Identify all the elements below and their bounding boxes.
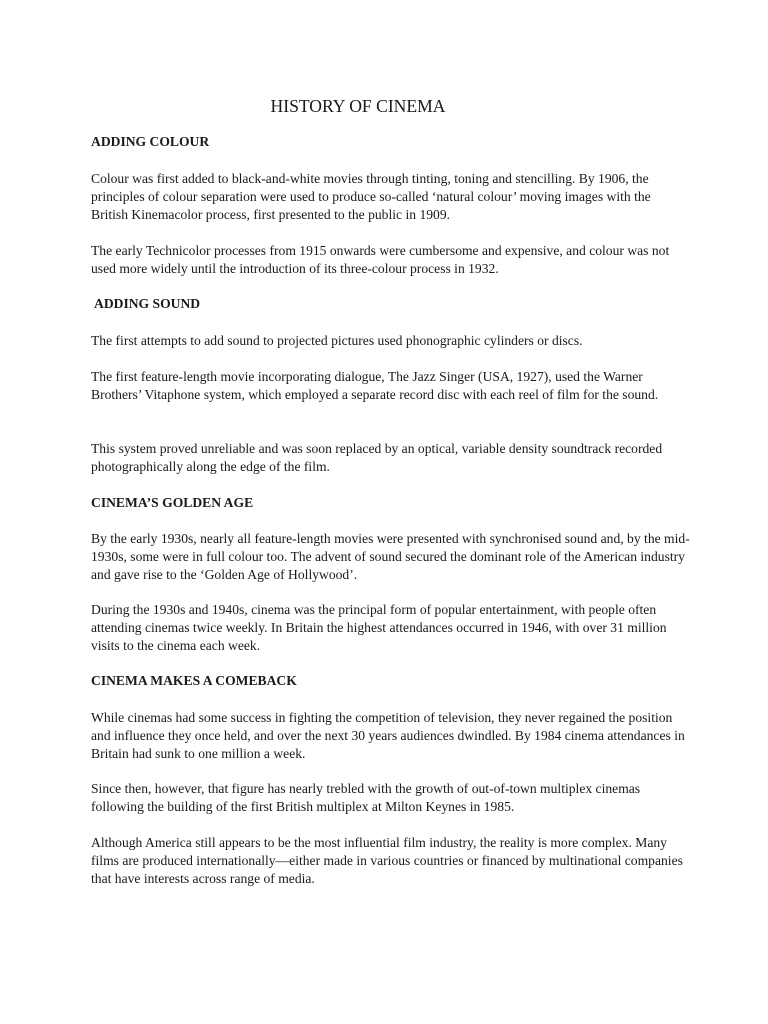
paragraph: Since then, however, that figure has nearly trebled with the growth of out-of-town multiplex cinemas following the building of the first British multiplex at Milton Keynes in 1985. [91, 781, 641, 814]
paragraph: The first attempts to add sound to projected pictures used phonographic cylinders or discs. [91, 333, 583, 348]
paragraph: The early Technicolor processes from 1915 onwards were cumbersome and expensive, and colour was not used more widely until the introduction of its three-colour process in 1932. [91, 243, 670, 276]
paragraph: The first feature-length movie incorporating dialogue, The Jazz Singer (USA, 1927), used the Warner Brothers’ Vitaphone system, which employed a separate record disc with each reel of film for the sound. [91, 369, 659, 402]
section-heading-golden-age: CINEMA’S GOLDEN AGE [91, 495, 254, 510]
paragraph: Colour was first added to black-and-white movies through tinting, toning and stencilling. By 1906, the principles of colour separation were used to produce so-called ‘natural colour’ moving images with the British Kinemacolor process, first presented to the public in 1909. [91, 171, 651, 222]
paragraph: By the early 1930s, nearly all feature-length movies were presented with synchronised sound and, by the mid-1930s, some were in full colour too. The advent of sound secured the dominant role of the American industry and gave rise to the ‘Golden Age of Hollywood’. [91, 531, 690, 582]
paragraph: During the 1930s and 1940s, cinema was the principal form of popular entertainment, with people often attending cinemas twice weekly. In Britain the highest attendances occurred in 1946, with over 31 million visits to the cinema each week. [91, 602, 667, 653]
paragraph: This system proved unreliable and was soon replaced by an optical, variable density soundtrack recorded photographically along the edge of the film. [91, 441, 663, 474]
section-heading-comeback: CINEMA MAKES A COMEBACK [91, 673, 297, 688]
document-title: HISTORY OF CINEMA [270, 96, 446, 116]
section-heading-adding-colour: ADDING COLOUR [91, 134, 210, 149]
section-heading-adding-sound: ADDING SOUND [94, 296, 201, 311]
paragraph: While cinemas had some success in fighting the competition of television, they never regained the position and influence they once held, and over the next 30 years audiences dwindled. By 1984 cinema attendances in Britain had sunk to one million a week. [91, 710, 685, 761]
paragraph: Although America still appears to be the most influential film industry, the reality is more complex. Many films are produced internationally—either made in various countries or financed by multinational companies that have interests across range of media. [91, 835, 683, 886]
